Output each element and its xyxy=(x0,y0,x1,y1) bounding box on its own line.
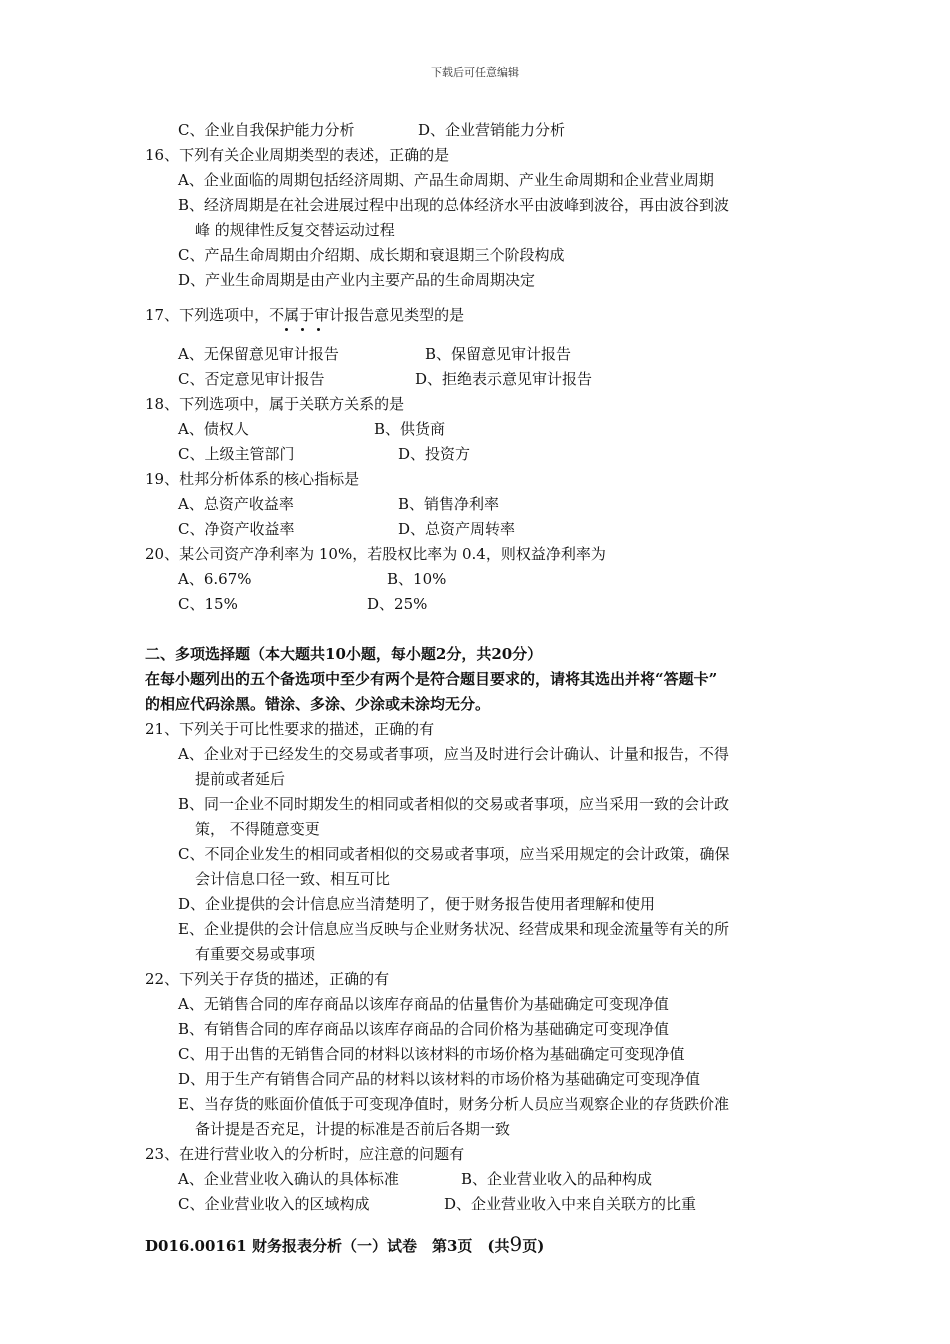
q17-options-cd xyxy=(145,367,795,392)
option-d: D、企业营销能力分析 xyxy=(418,121,566,139)
q23-options-ab xyxy=(145,1167,795,1192)
q22-option-e-cont: 备计提是否充足，计提的标准是否前后各期一致 xyxy=(195,1120,511,1138)
q21-option-e-cont: 有重要交易或事项 xyxy=(195,945,316,963)
page-footer xyxy=(145,1232,544,1256)
q15-options-cd xyxy=(145,118,795,143)
q18-options-ab xyxy=(145,417,795,442)
q19-options-cd xyxy=(145,517,795,542)
option-c: C、企业营业收入的区域构成 xyxy=(178,1195,370,1213)
q21-option-e: E、企业提供的会计信息应当反映与企业财务状况、经营成果和现金流量等有关的所 xyxy=(178,920,729,938)
q21-option-a: A、企业对于已经发生的交易或者事项，应当及时进行会计确认、计量和报告，不得 xyxy=(178,745,729,763)
question-18: 18、下列选项中，属于关联方关系的是 xyxy=(145,395,405,413)
emphasis-dots xyxy=(145,328,795,342)
q17-options-ab xyxy=(145,342,795,367)
q21-option-a-cont: 提前或者延后 xyxy=(195,770,286,788)
option-c: C、净资产收益率 xyxy=(178,520,295,538)
option-a: A、债权人 xyxy=(178,420,249,438)
option-c: C、企业自我保护能力分析 xyxy=(178,121,355,139)
q22-option-e: E、当存货的账面价值低于可变现净值时，财务分析人员应当观察企业的存货跌价准 xyxy=(178,1095,729,1113)
q22-option-a: A、无销售合同的库存商品以该库存商品的估量售价为基础确定可变现净值 xyxy=(178,995,669,1013)
option-b: B、10% xyxy=(387,570,447,588)
option-c: C、上级主管部门 xyxy=(178,445,295,463)
question-22: 22、下列关于存货的描述，正确的有 xyxy=(145,970,390,988)
q20-options-ab xyxy=(145,567,795,592)
q22-option-c: C、用于出售的无销售合同的材料以该材料的市场价格为基础确定可变现净值 xyxy=(178,1045,685,1063)
question-20: 20、某公司资产净利率为 10%，若股权比率为 0.4，则权益净利率为 xyxy=(145,545,606,563)
section-2-instruction-cont: 的相应代码涂黑。错涂、多涂、少涂或未涂均无分。 xyxy=(145,695,491,713)
q21-option-b-cont: 策， 不得随意变更 xyxy=(195,820,320,838)
option-d: D、投资方 xyxy=(398,445,471,463)
option-d: D、总资产周转率 xyxy=(398,520,516,538)
q22-option-d: D、用于生产有销售合同产品的材料以该材料的市场价格为基础确定可变现净值 xyxy=(178,1070,701,1088)
section-2-instruction: 在每小题列出的五个备选项中至少有两个是符合题目要求的，请将其选出并将“答题卡” xyxy=(145,670,718,688)
q16-option-d: D、产业生命周期是由产业内主要产品的生命周期决定 xyxy=(178,271,536,289)
option-b: B、保留意见审计报告 xyxy=(425,345,572,363)
option-d: D、25% xyxy=(367,595,428,613)
q19-options-ab xyxy=(145,492,795,517)
q23-options-cd xyxy=(145,1192,795,1217)
question-23: 23、在进行营业收入的分析时，应注意的问题有 xyxy=(145,1145,465,1163)
option-c: C、否定意见审计报告 xyxy=(178,370,325,388)
q21-option-b: B、同一企业不同时期发生的相同或者相似的交易或者事项，应当采用一致的会计政 xyxy=(178,795,730,813)
page-header: 下载后可任意编辑 xyxy=(431,66,519,79)
q16-option-a: A、企业面临的周期包括经济周期、产品生命周期、产业生命周期和企业营业周期 xyxy=(178,171,714,189)
option-a: A、总资产收益率 xyxy=(178,495,294,513)
q16-option-b: B、经济周期是在社会进展过程中出现的总体经济水平由波峰到波谷，再由波谷到波 xyxy=(178,196,730,214)
q21-option-c-cont: 会计信息口径一致、相互可比 xyxy=(195,870,391,888)
option-d: D、拒绝表示意见审计报告 xyxy=(415,370,593,388)
exam-page-body xyxy=(145,118,795,1217)
footer-prefix: D016.00161 财务报表分析（一）试卷 第3页 (共 xyxy=(145,1237,510,1255)
q20-options-cd xyxy=(145,592,795,617)
question-19: 19、杜邦分析体系的核心指标是 xyxy=(145,470,360,488)
question-16: 16、下列有关企业周期类型的表述，正确的是 xyxy=(145,146,450,164)
footer-suffix: 页) xyxy=(522,1237,545,1255)
question-17: 17、下列选项中，不属于审计报告意见类型的是 xyxy=(145,306,465,324)
q18-options-cd xyxy=(145,442,795,467)
q21-option-d: D、企业提供的会计信息应当清楚明了，便于财务报告使用者理解和使用 xyxy=(178,895,656,913)
option-b: B、企业营业收入的品种构成 xyxy=(461,1170,653,1188)
footer-total-pages: 9 xyxy=(509,1232,523,1256)
q22-option-b: B、有销售合同的库存商品以该库存商品的合同价格为基础确定可变现净值 xyxy=(178,1020,670,1038)
option-a: A、无保留意见审计报告 xyxy=(178,345,339,363)
question-21: 21、下列关于可比性要求的描述，正确的有 xyxy=(145,720,435,738)
option-b: B、供货商 xyxy=(374,420,446,438)
option-c: C、15% xyxy=(178,595,238,613)
q16-option-c: C、产品生命周期由介绍期、成长期和衰退期三个阶段构成 xyxy=(178,246,565,264)
option-b: B、销售净利率 xyxy=(398,495,500,513)
q21-option-c: C、不同企业发生的相同或者相似的交易或者事项，应当采用规定的会计政策，确保 xyxy=(178,845,730,863)
section-2-title: 二、多项选择题（本大题共10小题，每小题2分，共20分） xyxy=(145,645,543,663)
option-d: D、企业营业收入中来自关联方的比重 xyxy=(444,1195,697,1213)
q16-option-b-cont: 峰 的规律性反复交替运动过程 xyxy=(195,221,395,239)
option-a: A、企业营业收入确认的具体标准 xyxy=(178,1170,399,1188)
option-a: A、6.67% xyxy=(178,570,252,588)
